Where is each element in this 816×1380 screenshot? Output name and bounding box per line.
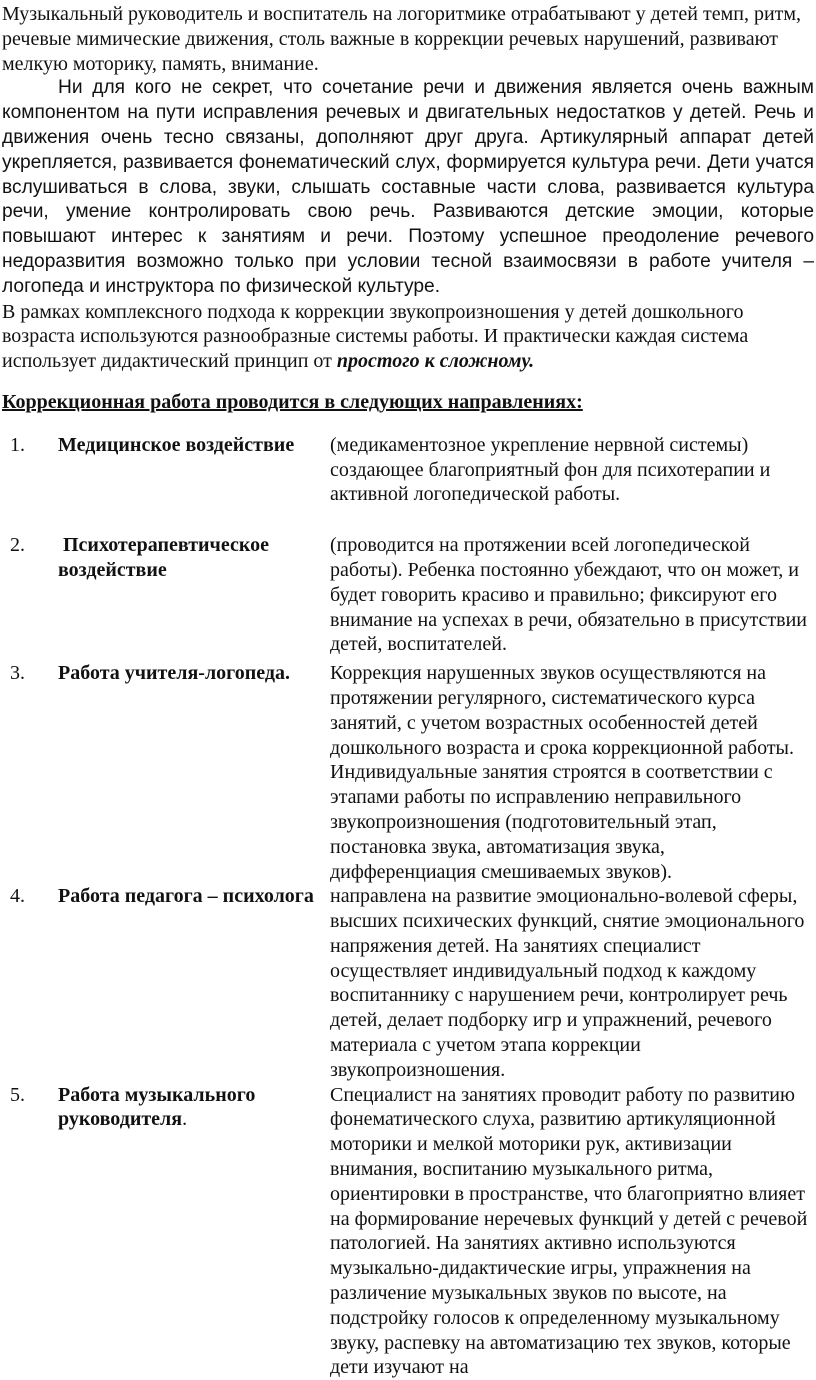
direction-description: Коррекция нарушенных звуков осуществляются на протяжении регулярного, систематического курса занятий, с учетом возрастных особенностей детей дошкольного возраста и срока коррекционной работы. Индивидуальные занятия строятся в соответствии с этапами работы по исправлению неправильного звукопроизношения (подготовительный этап, постановка звука, автоматизация звука, дифференциация смешиваемых звуков). — [330, 662, 794, 883]
direction-row-1 — [0, 425, 816, 519]
direction-row-2 — [0, 519, 816, 661]
direction-row-4 — [0, 884, 816, 1082]
direction-name: Психотерапевтическое воздействие — [58, 534, 274, 581]
intro-paragraph-2: Ни для кого не секрет, что сочетание речи и движения является очень важным компонентом на пути исправления речевых и двигательных недостатков у детей. Речь и движения очень тесно связаны, дополняют друг друга. Артикулярный аппарат детей укрепляется, развивается фонематический слух, формируется культура речи. Дети учатся вслушиваться в слова, звуки, слышать составные части слова, развивается культура речи, умение контролировать свою речь. Развиваются детские эмоции, которые повышают интерес к занятиям и речи. Поэтому успешное преодоление речевого недоразвития возможно только при условии тесной взаимосвязи в работе учителя – логопеда и инструктора по физической культуре. — [2, 77, 814, 297]
intro-paragraph-3-text: В рамках комплексного подхода к коррекции звукопроизношения у детей дошкольного возраста используются разнообразные системы работы. И практически каждая система использует дидактический принцип от — [2, 300, 749, 373]
direction-number: 1. — [10, 433, 25, 456]
direction-number: 2. — [10, 534, 25, 557]
direction-name: Работа учителя-логопеда. — [58, 662, 291, 685]
direction-row-5 — [0, 1083, 816, 1380]
direction-row-3 — [0, 661, 816, 884]
direction-number: 5. — [10, 1083, 25, 1106]
direction-number: 3. — [10, 662, 25, 685]
direction-name: Работа музыкального руководителя — [58, 1083, 256, 1131]
direction-description: Специалист на занятиях проводит работу по развитию фонематического слуха, развитию артикуляционной моторики и мелкой моторики рук, активизации внимания, воспитанию музыкального ритма, ориентировки в пространстве, что благоприятно влияет на формирование неречевых функций у детей с речевой патологией. На занятиях активно используются музыкально-дидактические игры, упражнения на различение музыкальных звуков по высоте, на подстройку голосов к определенному музыкальному звуку, распевку на автоматизацию тех звуков, которые дети изучают на — [330, 1083, 808, 1379]
directions-table — [0, 425, 816, 1380]
direction-name: Медицинское воздействие — [58, 433, 295, 456]
section-heading: Коррекционная работа проводится в следующих направлениях: — [2, 390, 583, 413]
direction-description: (проводится на протяжении всей логопедической работы). Ребенка постоянно убеждают, что он может, и будет говорить красиво и правильно; фиксируют его внимание на успехах в речи, обязательно в присутствии детей, воспитателей. — [330, 534, 807, 656]
intro-paragraph-3 — [0, 300, 816, 374]
direction-name-cell — [58, 1083, 330, 1380]
direction-name-suffix: . — [182, 1108, 188, 1131]
direction-name: Работа педагога – психолога — [58, 885, 314, 908]
intro-paragraph-3-emphasis: простого к сложному. — [336, 350, 535, 373]
direction-description: направлена на развитие эмоционально-волевой сферы, высших психических функций, снятие эмоционального напряжения детей. На занятиях специалист осуществляет индивидуальный подход к каждому воспитаннику с нарушением речи, контролирует речь детей, делает подборку игр и упражнений, речевого материала с учетом этапа коррекции звукопроизношения. — [330, 885, 805, 1081]
direction-number: 4. — [10, 885, 25, 908]
intro-paragraph-1: Музыкальный руководитель и воспитатель на логоритмике отрабатывают у детей темп, ритм, речевые мимические движения, столь важные в коррекции речевых нарушений, развивают мелкую моторику, память, внимание. — [2, 3, 802, 75]
direction-description: (медикаментозное укрепление нервной системы) создающее благоприятный фон для психотерапии и активной логопедической работы. — [330, 433, 771, 506]
